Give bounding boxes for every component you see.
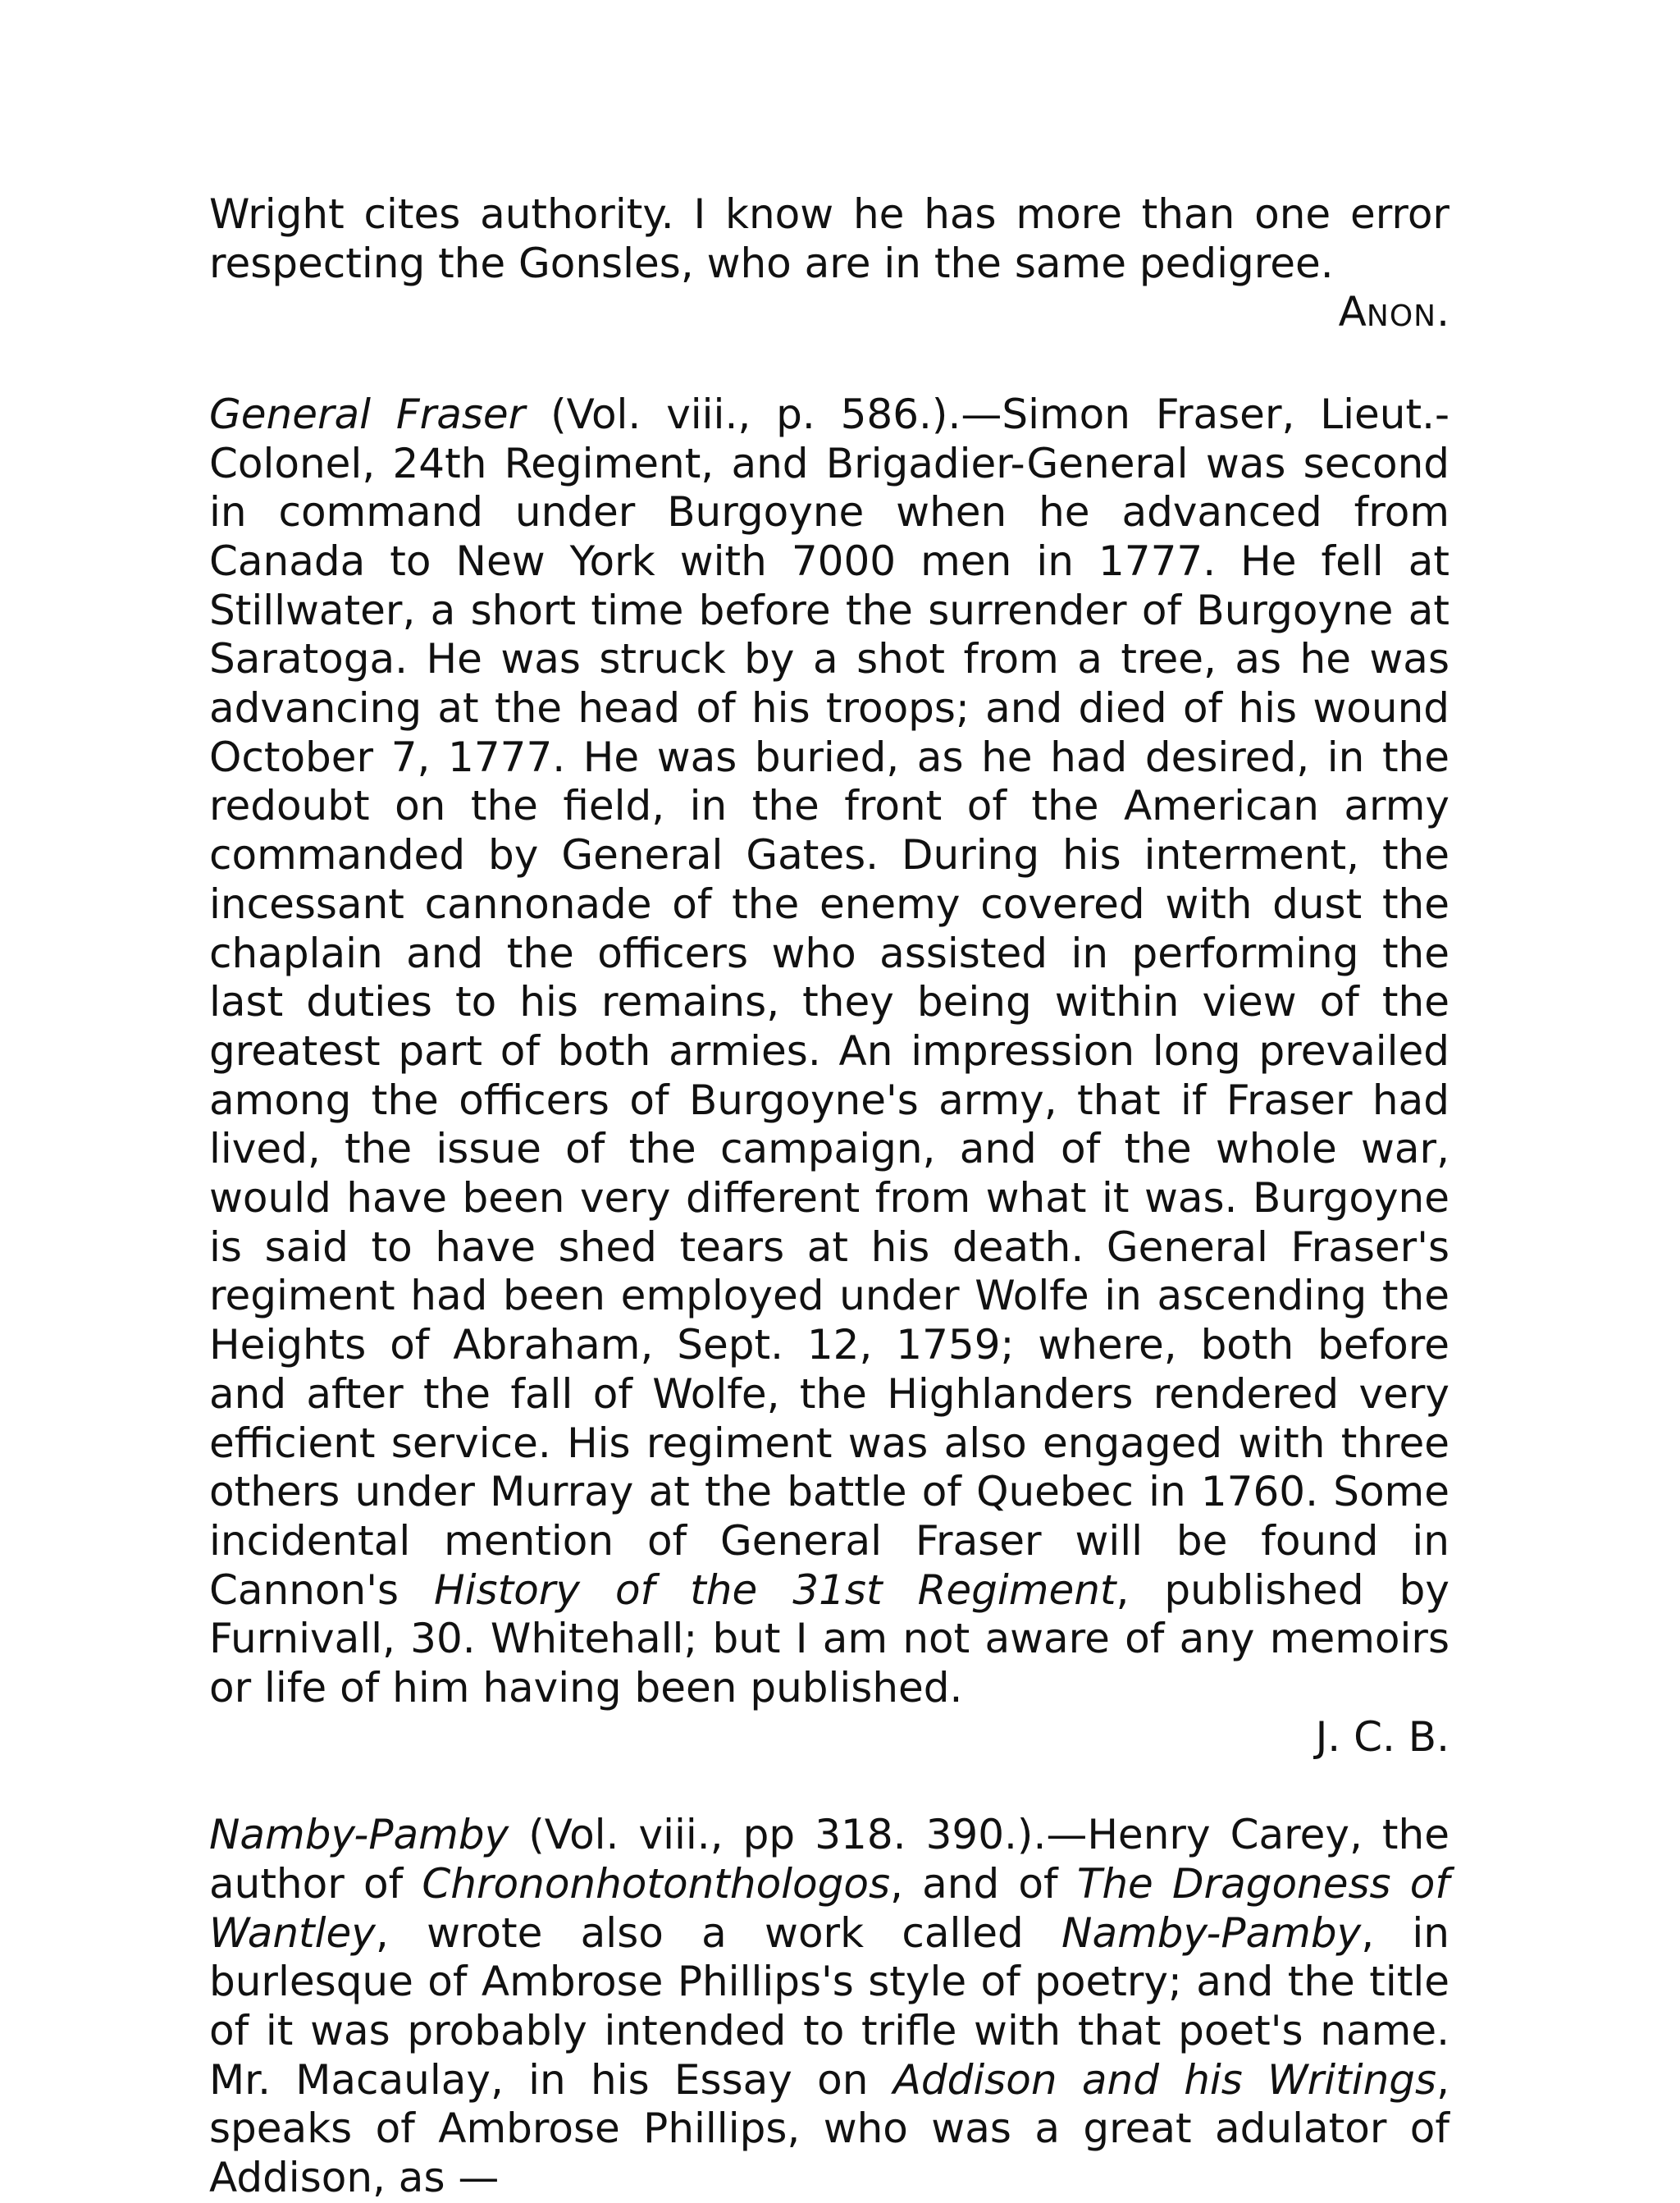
entry-wright-text: Wright cites authority. I know he has more than one error respecting the Gonsles, who are in the same pedigree. xyxy=(209,190,1449,287)
paragraph-gap xyxy=(209,341,1449,391)
signature-jcb: J. C. B. xyxy=(1315,1712,1449,1761)
book-title-31st-regiment: History of the 31st Regiment xyxy=(434,1565,1116,1614)
entry-namby-pamby-tail: , speaks of Ambrose Phillips, who was a great adulator of Addison, as — xyxy=(209,2055,1450,2202)
signature-anon xyxy=(209,288,1449,341)
entry-general-fraser-body: (Vol. viii., p. 586.).—Simon Fraser, Lieut.-Colonel, 24th Regiment, and Brigadier-General was second in command under Burgoyne when he advanced from Canada to New York with 7000 men in 1777. He fell at Stillwater, a short time before the surrender of Burgoyne at Saratoga. He was struck by a shot from a tree, as he was advancing at the head of his troops; and died of his wound October 7, 1777. He was buried, as he had desired, in the redoubt on the field, in the front of the American army commanded by General Gates. During his interment, the incessant cannonade of the enemy covered with dust the chaplain and the officers who assisted in performing the last duties to his remains, they being within view of the greatest part of both armies. An impression long prevailed among the officers of Burgoyne's army, that if Fraser had lived, the issue of the campaign, and of the whole war, would have been very different from what it was. Burgoyne is said to have shed tears at his death. General Fraser's regiment had been employed under Wolfe in ascending the Heights of Abraham, Sept. 12, 1759; where, both before and after the fall of Wolfe, the Highlanders rendered very efficient service. His regiment was also engaged with three others under Murray at the battle of Quebec in 1760. Some incidental mention of General Fraser will be found in Cannon's xyxy=(209,390,1450,1614)
signature-anon-initial: A xyxy=(1338,288,1367,336)
entry-namby-pamby-ref: (Vol. viii., pp 318. 390.).—Henry Carey, the author of xyxy=(209,1811,1449,1908)
work-title-chrononhotonthologos: Chrononhotonthologos xyxy=(422,1859,891,1908)
entry-heading-namby-pamby: Namby-Pamby xyxy=(209,1811,509,1859)
entry-namby-pamby-mid2: , wrote also a work called xyxy=(375,1908,1062,1957)
work-title-namby-pamby: Namby-Pamby xyxy=(1061,1908,1362,1957)
entry-heading-general-fraser: General Fraser xyxy=(209,390,526,438)
entry-namby-pamby xyxy=(209,1811,1449,2203)
entry-general-fraser xyxy=(209,391,1449,1713)
entry-namby-pamby-mid3: , in burlesque of Ambrose Phillips's style of poetry; and the title of it was probably intended to trifle with that poet's name. Mr. Macaulay, in his Essay on xyxy=(209,1908,1449,2104)
work-title-addison-and-his-writings: Addison and his Writings xyxy=(892,2055,1437,2104)
page-body xyxy=(209,190,1449,2203)
entry-namby-pamby-mid1: , and of xyxy=(890,1859,1077,1908)
work-title-dragoness-of-wantley: The Dragoness of Wantley xyxy=(209,1859,1449,1957)
signature-anon-rest: NON xyxy=(1366,299,1437,334)
paragraph-gap xyxy=(209,1762,1449,1811)
signature-anon-end: . xyxy=(1436,288,1449,336)
entry-general-fraser-tail: , published by Furnivall, 30. Whitehall; but I am not aware of any memoirs or life of him having been published. xyxy=(209,1565,1449,1712)
